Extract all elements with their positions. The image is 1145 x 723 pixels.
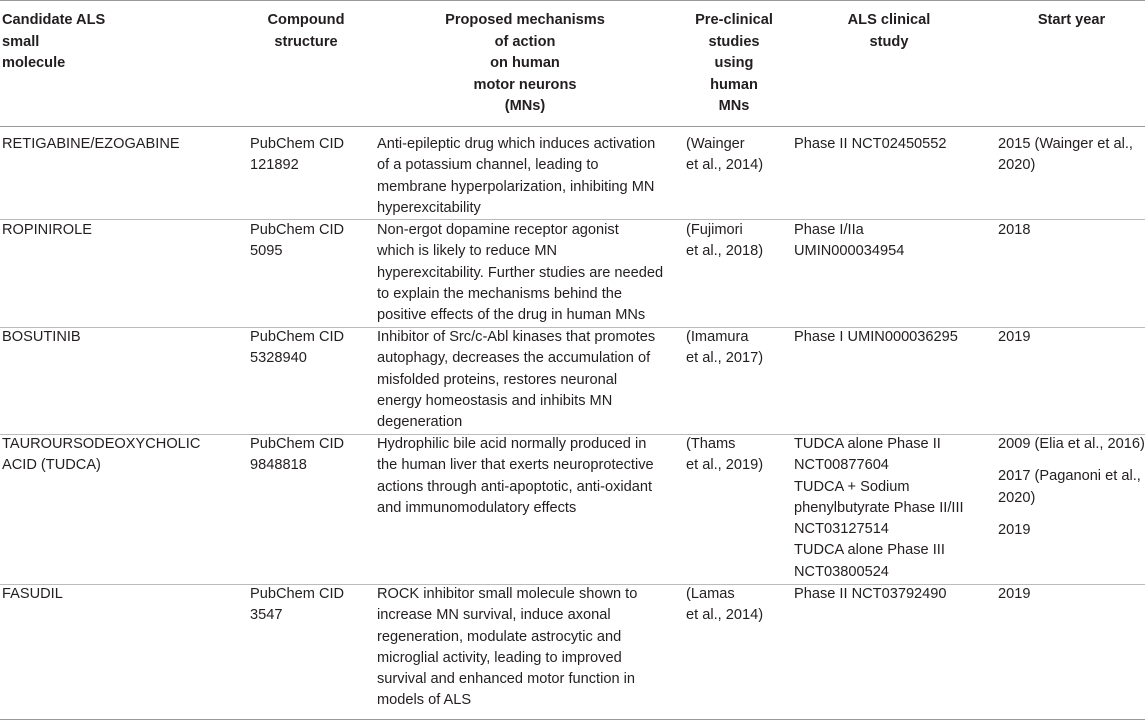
cell-clinical: Phase II NCT03792490 (794, 586, 947, 602)
cell-mechanism: Non-ergot dopamine receptor agonist which is likely to reduce MN hyperexcitability. Further studies are needed to explain the mechanisms behind the positive effects of the drug in human MNs (377, 222, 664, 324)
cell-candidate: FASUDIL (2, 586, 63, 602)
cell-structure: PubChem CID 9848818 (250, 436, 345, 474)
cell-start-year: 2019 (998, 586, 1031, 602)
top-rule (0, 0, 1145, 1)
cell-preclinical: (Wainger et al., 2014) (686, 136, 764, 174)
cell-preclinical: (Thams et al., 2019) (686, 436, 764, 474)
cell-mechanism: Hydrophilic bile acid normally produced in the human liver that exerts neuroprotective actions through anti-apoptotic, anti-oxidant and immunomodulatory effects (377, 436, 654, 516)
header-start-year: Start year (1037, 12, 1106, 28)
cell-preclinical: (Imamura et al., 2017) (686, 329, 764, 367)
cell-clinical: TUDCA alone Phase II NCT00877604 TUDCA + Sodium phenylbutyrate Phase II/III NCT03127514 TUDCA alone Phase III NCT03800524 (794, 436, 964, 580)
cell-start-year: 2019 (998, 329, 1031, 345)
cell-structure: PubChem CID 5095 (250, 222, 345, 260)
cell-mechanism: ROCK inhibitor small molecule shown to increase MN survival, induce axonal regeneration, modulate astrocytic and microglial activity, leading to improved survival and enhanced motor function in models of ALS (377, 586, 638, 709)
cell-clinical: Phase I/IIa UMIN000034954 (794, 222, 905, 260)
bottom-rule (0, 719, 1145, 720)
cell-preclinical: (Fujimori et al., 2018) (686, 222, 764, 260)
cell-mechanism: Anti-epileptic drug which induces activation of a potassium channel, leading to membrane hyperpolarization, inhibiting MN hyperexcitability (377, 136, 656, 216)
header-rule (0, 126, 1145, 127)
cell-candidate: RETIGABINE/EZOGABINE (2, 136, 180, 152)
cell-start-year: 2015 (Wainger et al., 2020) (998, 136, 1133, 174)
header-mechanisms: Proposed mechanisms of action on human motor neurons (MNs) (445, 12, 605, 114)
cell-structure: PubChem CID 3547 (250, 586, 345, 624)
cell-start-year: 2018 (998, 222, 1031, 238)
header-clinical: ALS clinical study (847, 12, 931, 50)
cell-mechanism: Inhibitor of Src/c-Abl kinases that promotes autophagy, decreases the accumulation of misfolded proteins, restores neuronal energy homeostasis and inhibits MN degeneration (377, 329, 656, 431)
cell-clinical: Phase I UMIN000036295 (794, 329, 958, 345)
cell-clinical: Phase II NCT02450552 (794, 136, 947, 152)
cell-preclinical: (Lamas et al., 2014) (686, 586, 764, 624)
cell-candidate: ROPINIROLE (2, 222, 93, 238)
cell-candidate: BOSUTINIB (2, 329, 81, 345)
cell-start-year: 2009 (Elia et al., 2016) 2017 (Paganoni et al., 2020) 2019 (998, 436, 1145, 538)
header-preclinical: Pre-clinical studies using human MNs (695, 12, 773, 114)
cell-candidate: TAUROURSODEOXYCHOLIC ACID (TUDCA) (2, 436, 201, 474)
header-candidate: Candidate ALS small molecule (2, 12, 106, 71)
cell-structure: PubChem CID 5328940 (250, 329, 345, 367)
header-structure: Compound structure (267, 12, 345, 50)
cell-structure: PubChem CID 121892 (250, 136, 345, 174)
